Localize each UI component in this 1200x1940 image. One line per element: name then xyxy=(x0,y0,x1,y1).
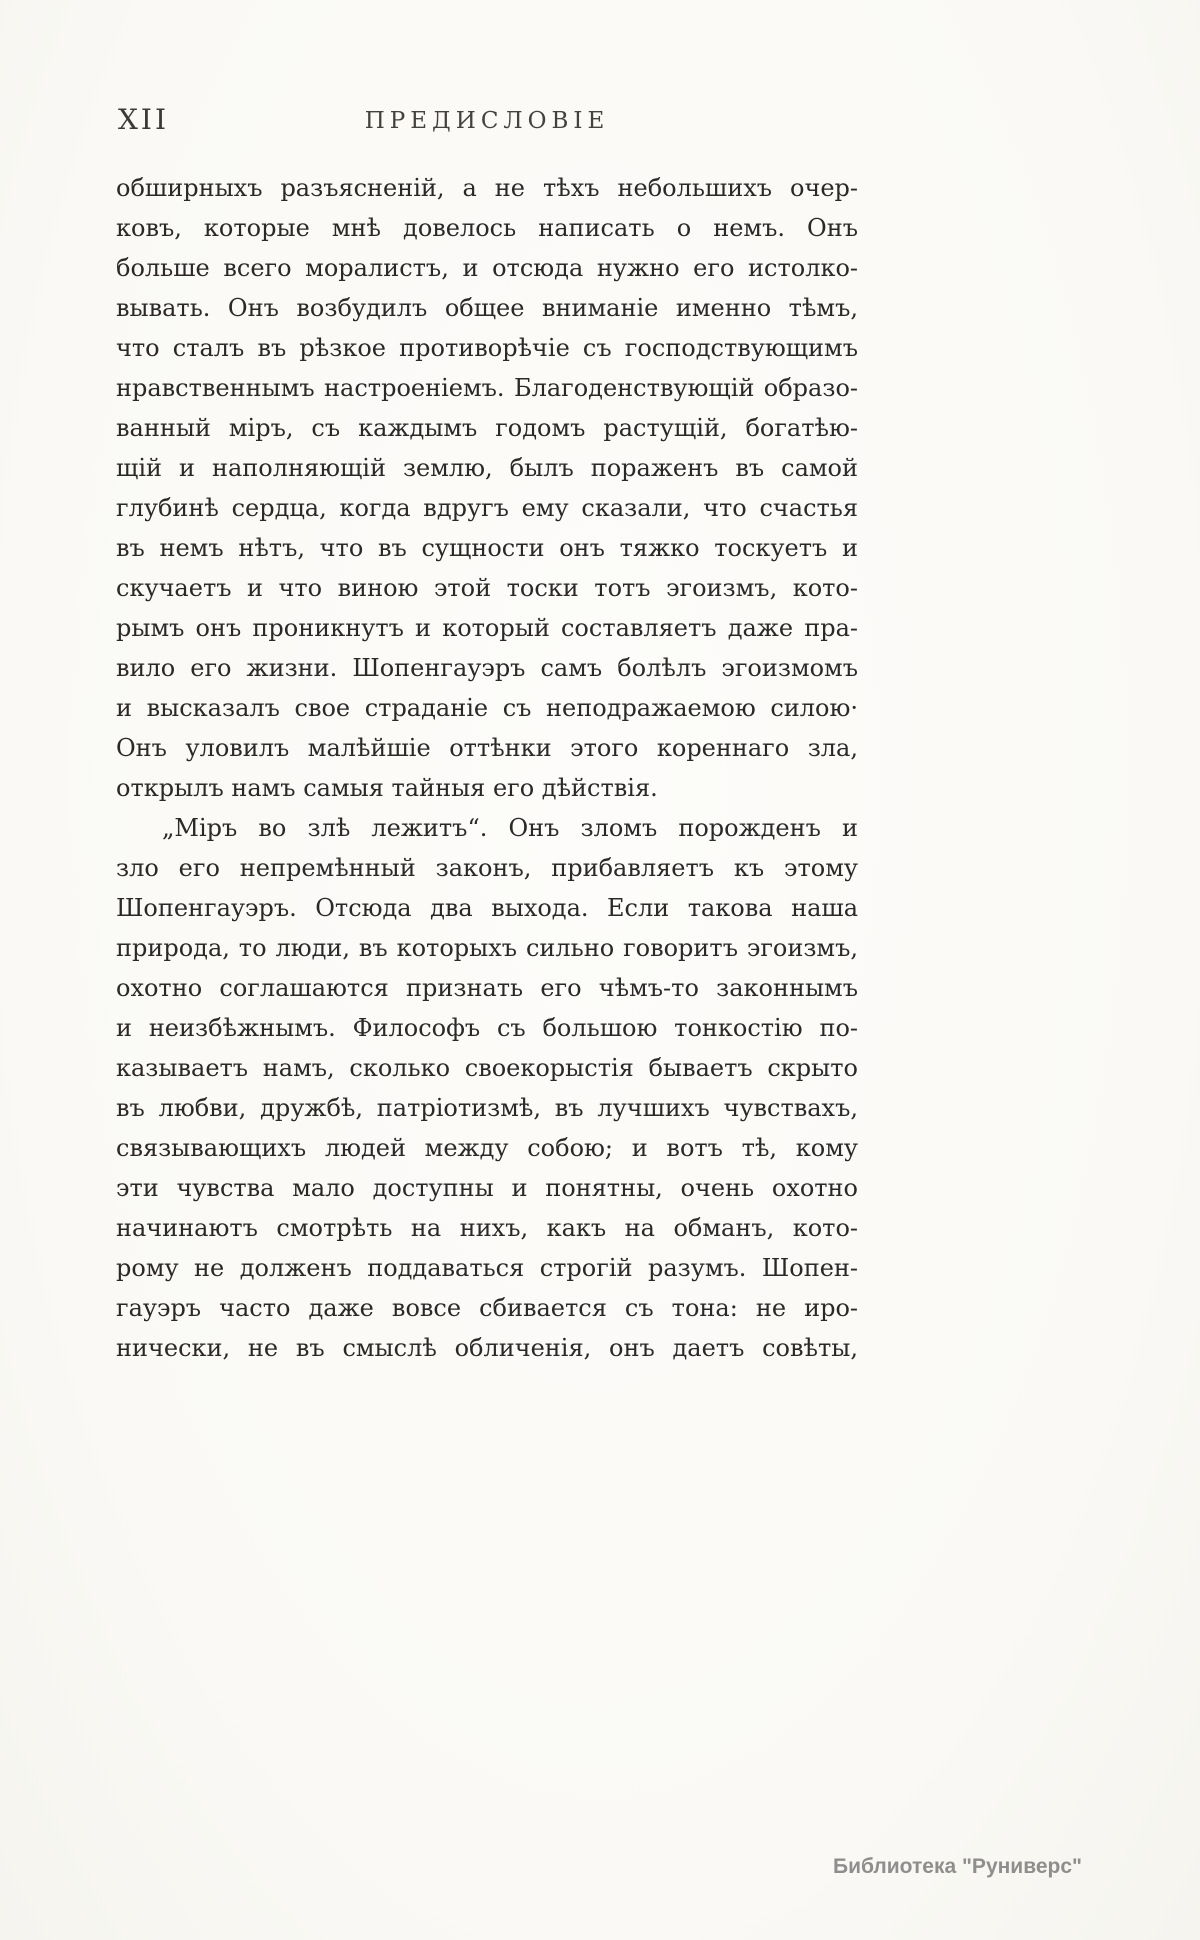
text-line: ковъ, которые мнѣ довелось написать о немъ. Онъ xyxy=(116,214,858,242)
text-line: Онъ уловилъ малѣйшіе оттѣнки этого кореннаго зла, xyxy=(116,734,858,762)
text-line: гауэръ часто даже вовсе сбивается съ тона: не иро- xyxy=(116,1294,858,1322)
library-watermark: Библиотека "Руниверс" xyxy=(832,1855,1082,1878)
text-line: больше всего моралистъ, и отсюда нужно его истолко- xyxy=(116,254,858,282)
text-line: что сталъ въ рѣзкое противорѣчіе съ господствующимъ xyxy=(116,334,858,362)
text-line: казываетъ намъ, сколько своекорыстія бываетъ скрыто xyxy=(116,1054,858,1082)
text-line: нически, не въ смыслѣ обличенія, онъ даетъ совѣты, xyxy=(116,1334,858,1362)
text-line: ванный міръ, съ каждымъ годомъ растущій, богатѣю- xyxy=(116,414,858,442)
text-line: и неизбѣжнымъ. Философъ съ большою тонкостію по- xyxy=(116,1014,858,1042)
text-line: рымъ онъ проникнутъ и который составляетъ даже пра- xyxy=(116,614,858,642)
text-line: „Міръ во злѣ лежитъ“. Онъ зломъ порожденъ и xyxy=(162,814,858,842)
paragraph xyxy=(116,168,858,808)
text-line: открылъ намъ самыя тайныя его дѣйствія. xyxy=(116,774,658,802)
text-line: и высказалъ свое страданіе съ неподражаемою силою· xyxy=(116,694,858,722)
text-line: охотно соглашаются признать его чѣмъ-то законнымъ xyxy=(116,974,858,1002)
text-line: глубинѣ сердца, когда вдругъ ему сказали, что счастья xyxy=(116,494,858,522)
text-line: связывающихъ людей между собою; и вотъ тѣ, кому xyxy=(116,1134,858,1162)
text-line: природа, то люди, въ которыхъ сильно говоритъ эгоизмъ, xyxy=(116,934,858,962)
page-number: XII xyxy=(118,103,170,136)
text-line: вывать. Онъ возбудилъ общее вниманіе именно тѣмъ, xyxy=(116,294,858,322)
text-line: эти чувства мало доступны и понятны, очень охотно xyxy=(116,1174,858,1202)
body-text xyxy=(116,168,858,1368)
text-line: вило его жизни. Шопенгауэръ самъ болѣлъ эгоизмомъ xyxy=(116,654,858,682)
text-line: Шопенгауэръ. Отсюда два выхода. Если такова наша xyxy=(116,894,858,922)
paragraph xyxy=(116,808,858,1368)
text-line: зло его непремѣнный законъ, прибавляетъ къ этому xyxy=(116,854,858,882)
text-line: нравственнымъ настроеніемъ. Благоденствующій образо- xyxy=(116,374,858,402)
text-line: въ немъ нѣтъ, что въ сущности онъ тяжко тоскуетъ и xyxy=(116,534,858,562)
text-line: рому не долженъ поддаваться строгій разумъ. Шопен- xyxy=(116,1254,858,1282)
text-line: скучаетъ и что виною этой тоски тотъ эгоизмъ, кото- xyxy=(116,574,858,602)
text-line: щій и наполняющій землю, былъ пораженъ въ самой xyxy=(116,454,858,482)
text-line: обширныхъ разъясненій, а не тѣхъ небольшихъ очер- xyxy=(116,174,858,202)
text-line: въ любви, дружбѣ, патріотизмѣ, въ лучшихъ чувствахъ, xyxy=(116,1094,858,1122)
running-header: ПРЕДИСЛОВІЕ xyxy=(364,108,610,134)
text-line: начинаютъ смотрѣть на нихъ, какъ на обманъ, кото- xyxy=(116,1214,858,1242)
